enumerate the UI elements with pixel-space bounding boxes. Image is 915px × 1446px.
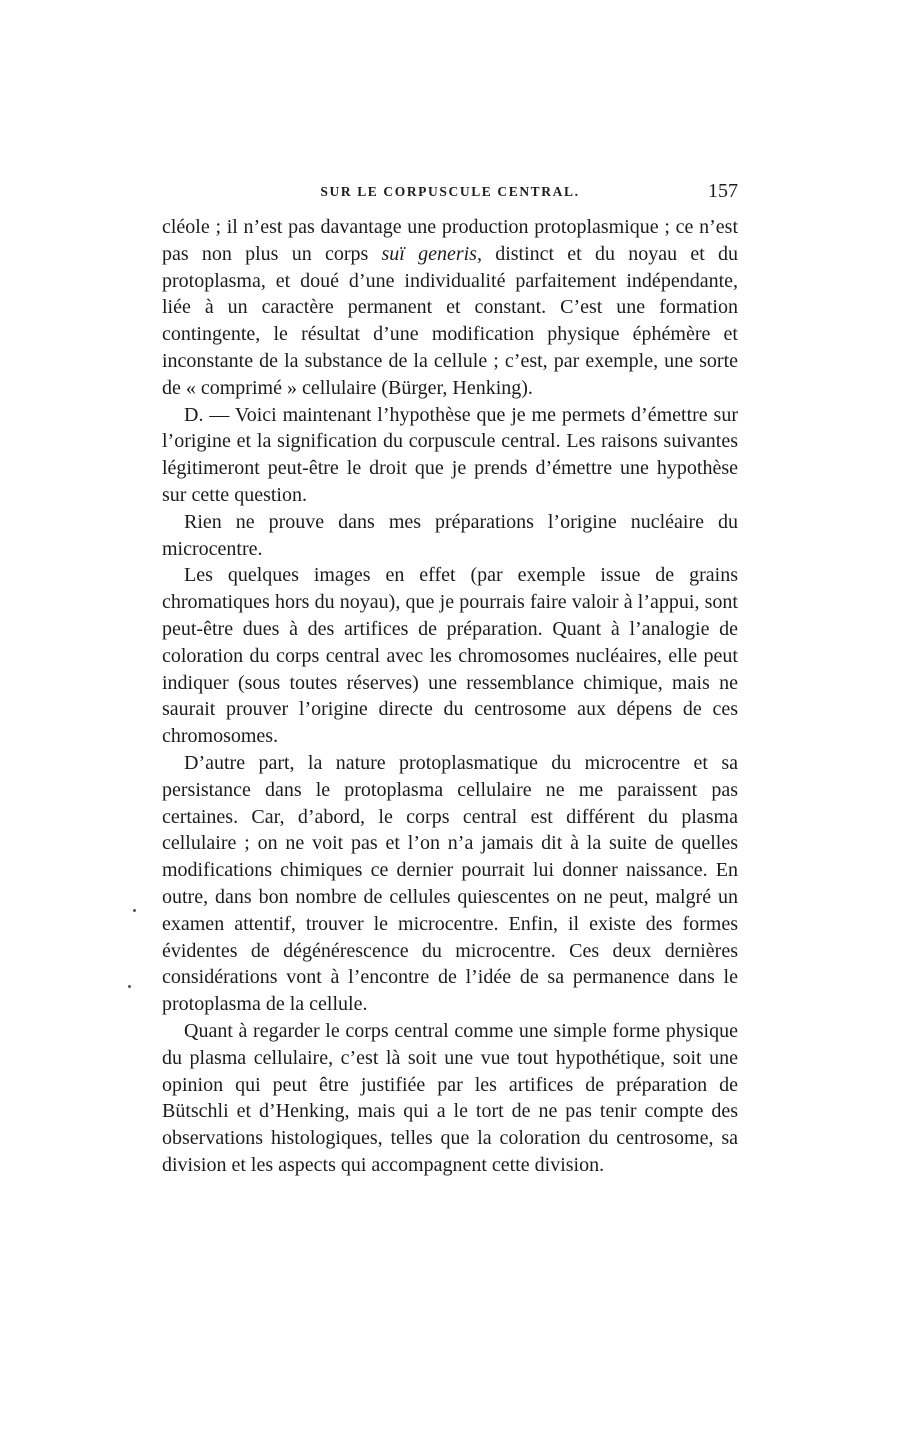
page-number: 157	[708, 180, 738, 202]
paragraph-images: Les quelques images en effet (par exemple issue de grains chromatiques hors du noyau), que je pourrais faire valoir à l’appui, sont peut-être dues à des artifices de préparation. Quant à l’analogie de coloration du corps central avec les chromosomes nucléaires, elle peut indiquer (sous toutes réserves) une ressemblance chimique, mais ne saurait prouver l’origine directe du centrosome aux dépens de ces chromosomes.	[162, 564, 738, 748]
paragraph-text-start: cléole ; il n’est pas davantage une production protoplasmique ; ce n’est pas non plus un corps	[162, 216, 738, 265]
body-text	[162, 214, 738, 1179]
paragraph-text-end: distinct et du noyau et du protoplasma, et doué d’une individualité parfaitement indépendante, liée à un caractère permanent et constant. C’est une formation contingente, le résultat d’une modification physique éphémère et inconstante de la substance de la cellule ; c’est, par exemple, une sorte de « comprimé » cellulaire (Bürger, Henking).	[162, 242, 738, 399]
paragraph-physical-form: Quant à regarder le corps central comme une simple forme physique du plasma cellulaire, c’est là soit une vue tout hypothétique, soit une opinion qui peut être justifiée par les artifices de préparation de Bütschli et d’Henking, mais qui a le tort de ne pas tenir compte des observations histologiques, telles que la coloration du centrosome, sa division et les aspects qui accompagnent cette division.	[162, 1019, 738, 1176]
paragraph-hypothesis: D. — Voici maintenant l’hypothèse que je me permets d’émettre sur l’origine et la signification du corpuscule central. Les raisons suivantes légitimeront peut-être le droit que je prends d’émettre une hypothèse sur cette question.	[162, 403, 738, 506]
running-head	[162, 180, 738, 206]
margin-speck	[128, 985, 131, 988]
paragraph-protoplasmic-nature: D’autre part, la nature protoplasmatique du microcentre et sa persistance dans le protoplasma cellulaire ne me paraissent pas certaines. Car, d’abord, le corps central est différent du plasma cellulaire ; on ne voit pas et l’on n’a jamais dit à la suite de quelles modifications chimiques ce dernier pourrait lui donner naissance. En outre, dans bon nombre de cellules quiescentes on ne peut, malgré un examen attentif, trouver le microcentre. Enfin, il existe des formes évidentes de dégénérescence du microcentre. Ces deux dernières considérations vont à l’encontre de l’idée de sa permanence dans le protoplasma de la cellule.	[162, 751, 738, 1016]
paragraph-nuclear-origin: Rien ne prouve dans mes préparations l’origine nucléaire du microcentre.	[162, 510, 738, 560]
margin-speck	[133, 909, 136, 912]
italic-term: suï generis,	[381, 242, 482, 265]
paragraph-continuation	[162, 214, 738, 402]
running-title: SUR LE CORPUSCULE CENTRAL.	[320, 184, 580, 199]
